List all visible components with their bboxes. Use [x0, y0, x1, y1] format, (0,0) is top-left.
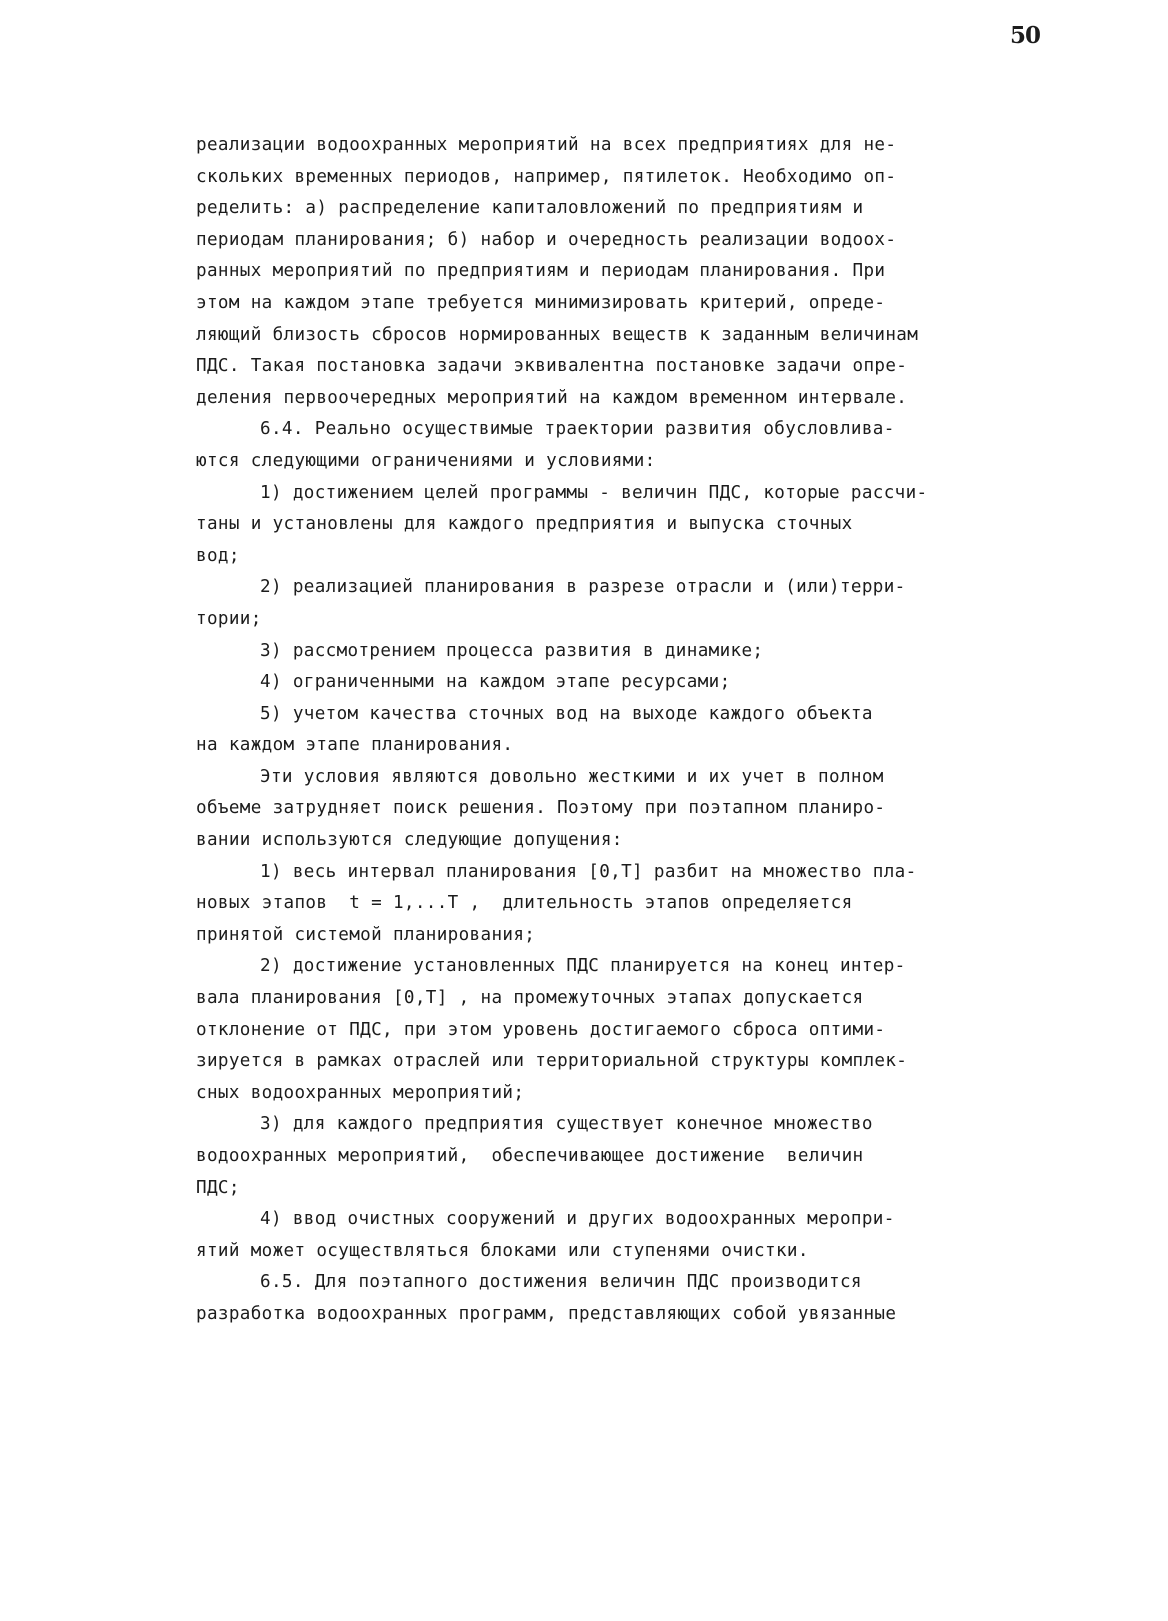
text-line: таны и установлены для каждого предприятия и выпуска сточных	[196, 514, 853, 535]
text-line: 6.5. Для поэтапного достижения величин ПДС производится	[260, 1272, 862, 1293]
text-line: вод;	[196, 545, 240, 566]
text-line: Эти условия являются довольно жесткими и их учет в полном	[260, 766, 884, 787]
page-number: 50	[1009, 22, 1040, 49]
text-line: 4) ввод очистных сооружений и других водоохранных меропри-	[260, 1209, 895, 1230]
text-line: зируется в рамках отраслей или территориальной структуры комплек-	[196, 1051, 908, 1072]
text-line: этом на каждом этапе требуется минимизировать критерий, опреде-	[196, 292, 886, 313]
text-line: ляющий близость сбросов нормированных веществ к заданным величинам	[196, 324, 919, 345]
text-line: ределить: а) распределение капиталовложений по предприятиям и	[196, 198, 864, 219]
text-line: ПДС;	[196, 1177, 240, 1198]
text-line: отклонение от ПДС, при этом уровень достигаемого сброса оптими-	[196, 1019, 886, 1040]
text-line: 6.4. Реально осуществимые траектории развития обусловлива-	[260, 419, 895, 440]
text-line: разработка водоохранных программ, представляющих собой увязанные	[196, 1303, 897, 1324]
body-text	[196, 130, 1056, 1331]
text-line: 5) учетом качества сточных вод на выходе каждого объекта	[260, 703, 873, 724]
text-line: скольких временных периодов, например, пятилеток. Необходимо оп-	[196, 166, 897, 187]
text-line: ранных мероприятий по предприятиям и периодам планирования. При	[196, 261, 886, 282]
text-line: на каждом этапе планирования.	[196, 735, 514, 756]
text-line: сных водоохранных мероприятий;	[196, 1082, 525, 1103]
text-line: 1) весь интервал планирования [0,T] разбит на множество пла-	[260, 861, 917, 882]
text-line: 3) для каждого предприятия существует конечное множество	[260, 1114, 873, 1135]
text-line: объеме затрудняет поиск решения. Поэтому при поэтапном планиро-	[196, 798, 886, 819]
text-line: новых этапов t = 1,...T , длительность этапов определяется	[196, 893, 853, 914]
text-line: водоохранных мероприятий, обеспечивающее достижение величин	[196, 1146, 864, 1166]
text-line: 4) ограниченными на каждом этапе ресурсами;	[260, 672, 731, 693]
text-line: реализации водоохранных мероприятий на всех предприятиях для не-	[196, 135, 897, 155]
text-line: вании используются следующие допущения:	[196, 830, 623, 851]
text-line: деления первоочередных мероприятий на каждом временном интервале.	[196, 387, 908, 408]
text-line: тории;	[196, 608, 262, 629]
text-line: принятой системой планирования;	[196, 924, 536, 945]
text-line: ются следующими ограничениями и условиями:	[196, 450, 656, 471]
text-line: периодам планирования; б) набор и очередность реализации водоох-	[196, 229, 897, 250]
text-line: ятий может осуществляться блоками или ступенями очистки.	[196, 1240, 809, 1261]
text-line: 3) рассмотрением процесса развития в динамике;	[260, 640, 764, 661]
text-line: 1) достижением целей программы - величин ПДС, которые рассчи-	[260, 482, 928, 503]
text-line: вала планирования [0,T] , на промежуточных этапах допускается	[196, 988, 864, 1009]
text-line: 2) достижение установленных ПДС планируется на конец интер-	[260, 956, 906, 977]
text-line: ПДС. Такая постановка задачи эквивалентна постановке задачи опре-	[196, 356, 908, 377]
text-line: 2) реализацией планирования в разрезе отрасли и (или)терри-	[260, 577, 906, 598]
